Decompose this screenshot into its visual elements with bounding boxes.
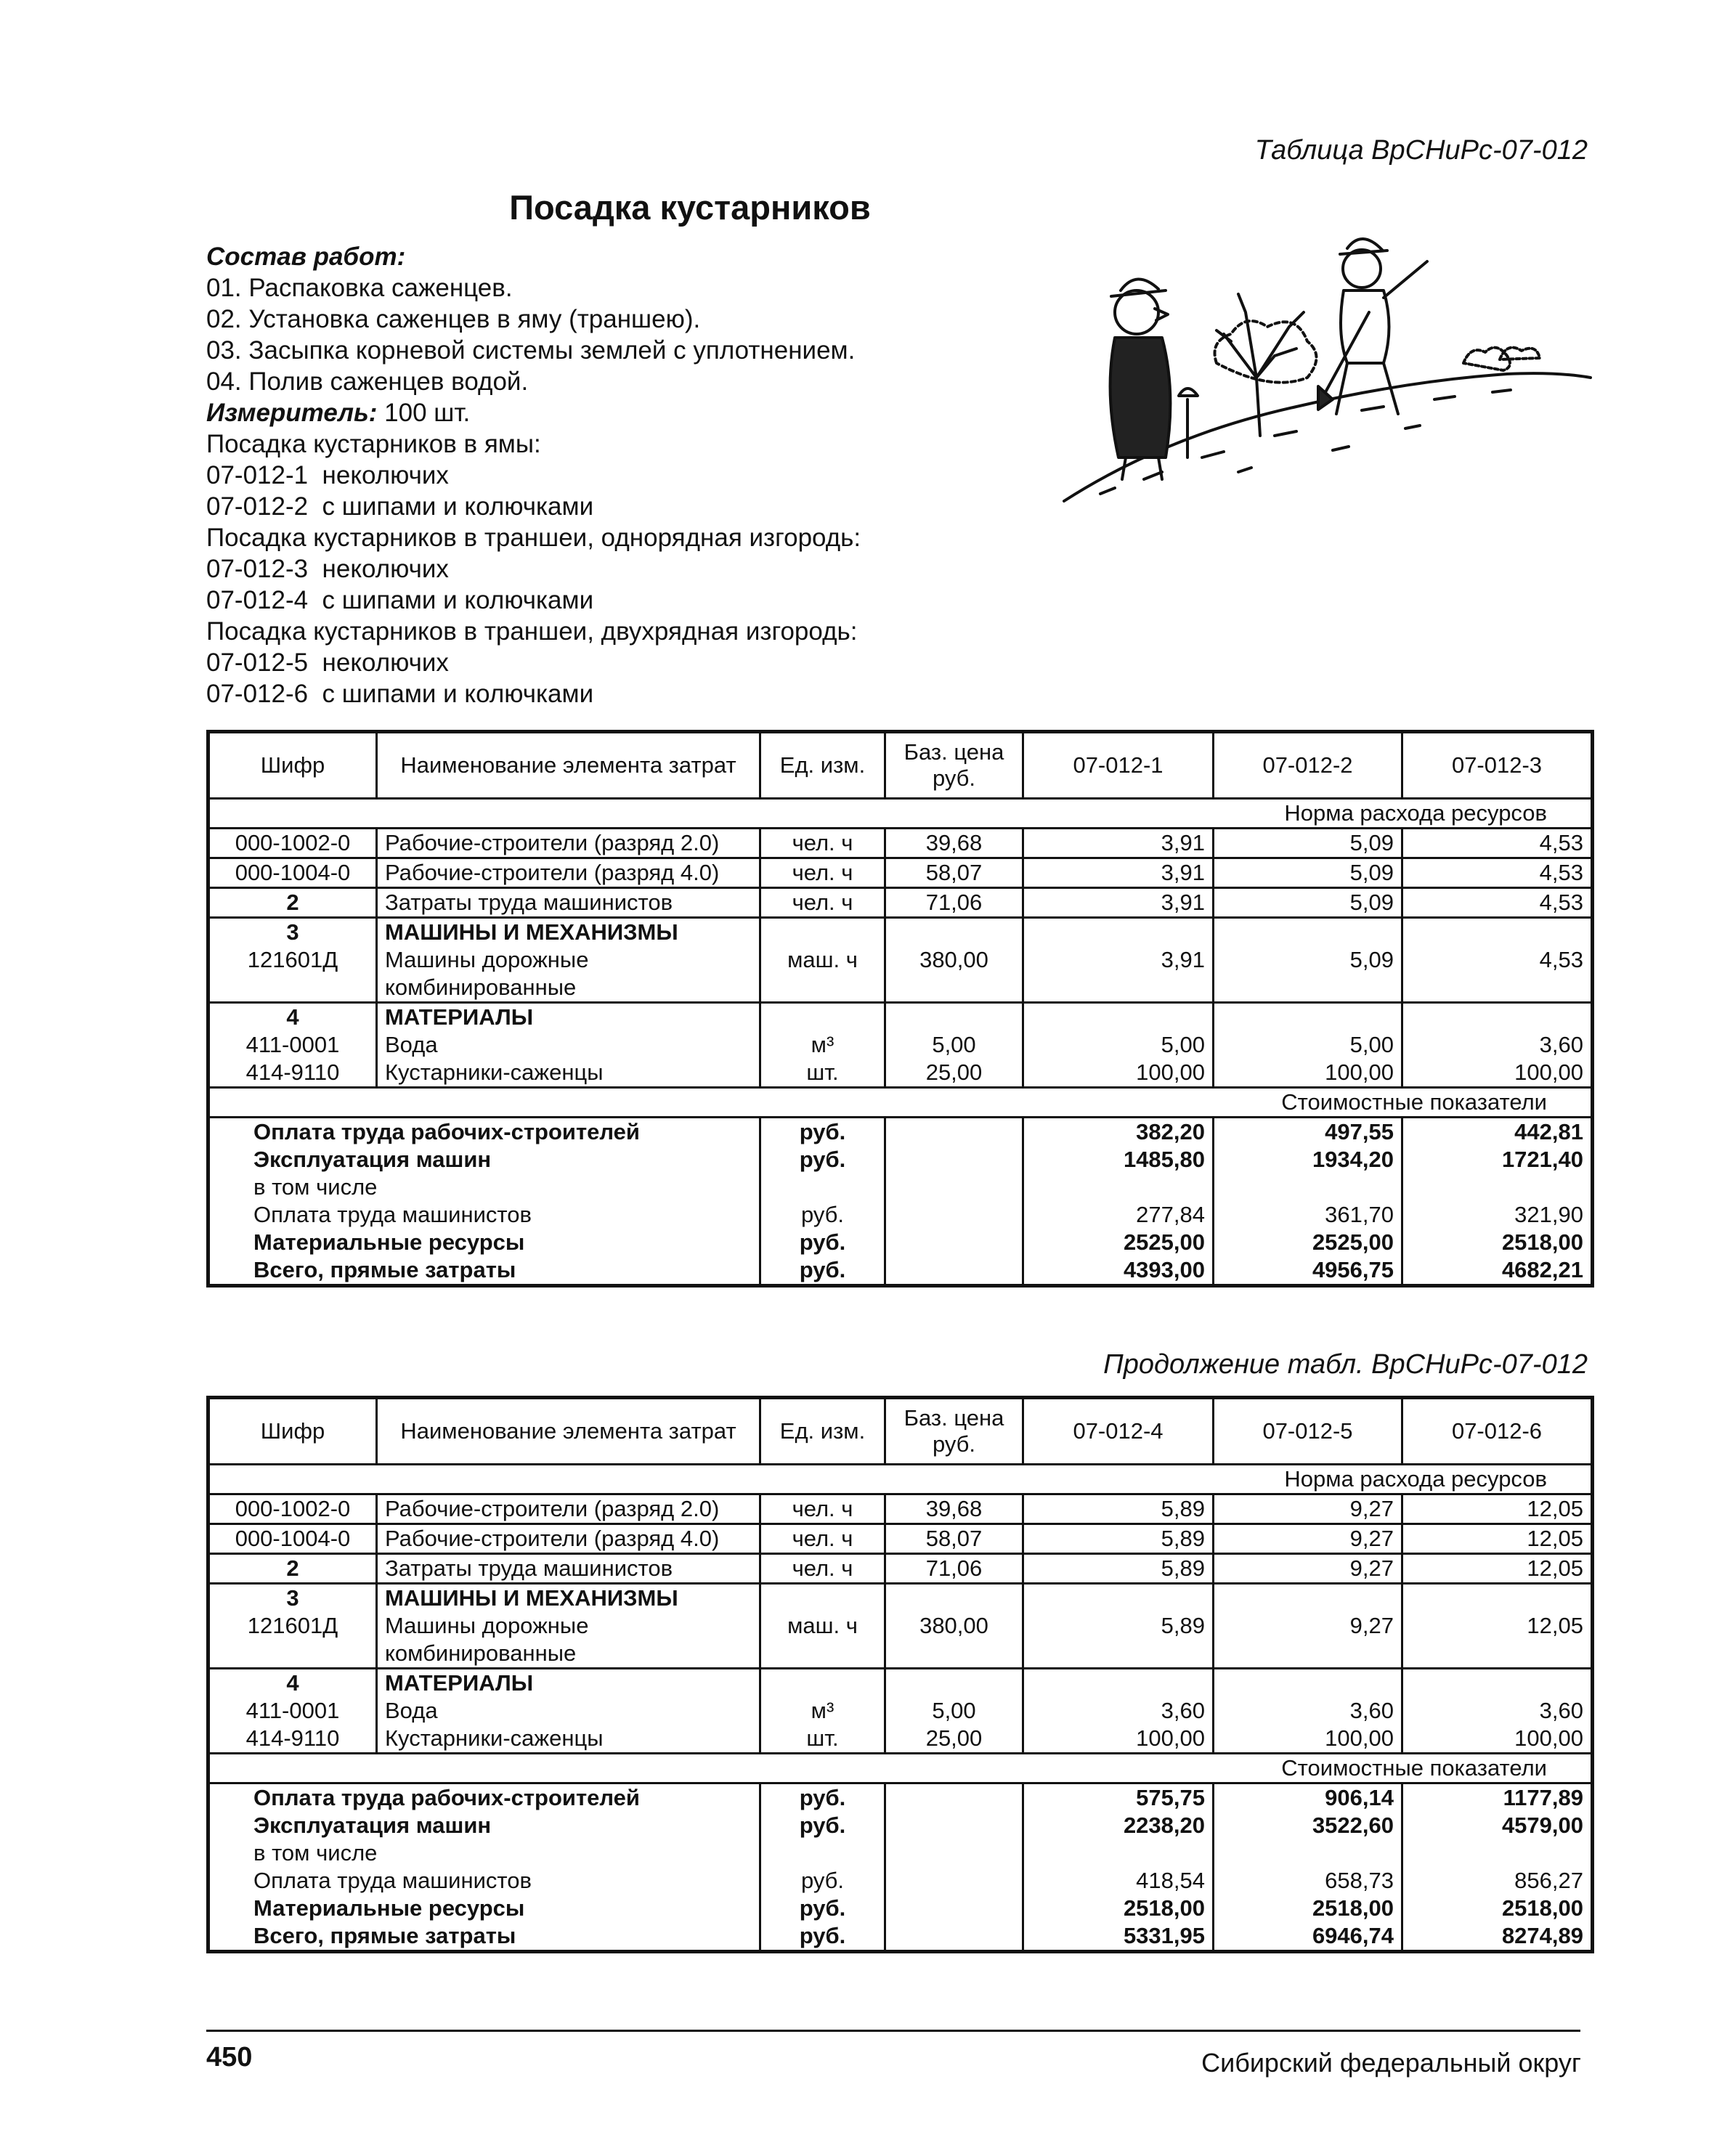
- variant-line: Посадка кустарников в ямы:: [206, 430, 541, 458]
- cell-name: Затраты труда машинистов: [377, 888, 760, 918]
- table-row: [208, 1494, 1593, 1524]
- unit-value: руб.: [799, 1923, 846, 1948]
- value: 497,55: [1325, 1119, 1394, 1144]
- cell-unit: маш. ч: [760, 1584, 885, 1669]
- cell-value: [1023, 1003, 1214, 1088]
- variant-line: 07-012-6 с шипами и колючками: [206, 680, 594, 708]
- table-id: Таблица ВрСНиРс-07-012: [1254, 135, 1588, 166]
- value: 100,00: [1514, 1725, 1583, 1751]
- resource-code: 411-0001: [245, 1698, 340, 1723]
- value: 3,60: [1539, 1698, 1583, 1723]
- cell-value: 5,09: [1214, 858, 1402, 888]
- variant-line: 07-012-3 неколючих: [206, 555, 449, 583]
- cost-name: в том числе: [253, 1174, 378, 1200]
- cost-units: [760, 1118, 885, 1286]
- value: 575,75: [1136, 1785, 1205, 1810]
- resource-code: 121601Д: [247, 947, 338, 972]
- value: 658,73: [1325, 1868, 1394, 1893]
- cell-price: 58,07: [885, 858, 1023, 888]
- cell-name: [377, 1669, 760, 1754]
- header-col: 07-012-6: [1402, 1398, 1593, 1465]
- group-title: МАШИНЫ И МЕХАНИЗМЫ: [385, 1585, 678, 1611]
- cell-value: 12,05: [1402, 1494, 1593, 1524]
- value: 8274,89: [1501, 1923, 1583, 1948]
- table-row: [208, 1524, 1593, 1554]
- value: 4393,00: [1123, 1257, 1205, 1282]
- unit-value: м³: [811, 1032, 834, 1057]
- table-header: [208, 1398, 1593, 1465]
- cell-value: 9,27: [1214, 1524, 1402, 1554]
- cost-name: Материальные ресурсы: [253, 1229, 525, 1255]
- value: 3522,60: [1312, 1813, 1394, 1838]
- value: 6946,74: [1312, 1923, 1394, 1948]
- cell-value: 4,53: [1402, 858, 1593, 888]
- cell-value: 3,91: [1023, 829, 1214, 858]
- work-step: 04. Полив саженцев водой.: [206, 367, 529, 396]
- resource-name: комбинированные: [385, 975, 577, 1000]
- cell-name: Рабочие-строители (разряд 2.0): [377, 829, 760, 858]
- cell-value: 9,27: [1214, 1554, 1402, 1584]
- value: 2238,20: [1123, 1813, 1205, 1838]
- value: 4682,21: [1501, 1257, 1583, 1282]
- value: 100,00: [1136, 1059, 1205, 1085]
- header-price: Баз. цена руб.: [885, 732, 1023, 799]
- page-title: Посадка кустарников: [509, 188, 871, 227]
- header-name: Наименование элемента затрат: [377, 732, 760, 799]
- cell-name: Затраты труда машинистов: [377, 1554, 760, 1584]
- cell-unit: чел. ч: [760, 858, 885, 888]
- cell-value: 5,09: [1214, 829, 1402, 858]
- resource-name: Машины дорожные: [385, 1613, 589, 1638]
- group-title: МАТЕРИАЛЫ: [385, 1004, 534, 1030]
- value: 906,14: [1325, 1785, 1394, 1810]
- work-description: [206, 241, 1078, 709]
- cost-name: Оплата труда рабочих-строителей: [253, 1785, 640, 1810]
- measure-label: Измеритель:: [206, 399, 378, 427]
- value: 1721,40: [1501, 1147, 1583, 1172]
- unit-value: руб.: [799, 1813, 846, 1838]
- cost-values: [1214, 1783, 1402, 1952]
- value: 2518,00: [1123, 1895, 1205, 1921]
- resource-code: 414-9110: [245, 1059, 340, 1085]
- value: 2525,00: [1312, 1229, 1394, 1255]
- cell-value: [1214, 1003, 1402, 1088]
- cell-value: 4,53: [1402, 829, 1593, 858]
- resource-code: 414-9110: [245, 1725, 340, 1751]
- variant-line: 07-012-2 с шипами и колючками: [206, 492, 594, 521]
- cost-name: Всего, прямые затраты: [253, 1257, 516, 1282]
- value: 3,60: [1539, 1032, 1583, 1057]
- section-norm-row: [208, 1465, 1593, 1494]
- cell-unit: [760, 1003, 885, 1088]
- resource-name: Машины дорожные: [385, 947, 589, 972]
- value: 4956,75: [1312, 1257, 1394, 1282]
- unit-value: руб.: [800, 1868, 845, 1893]
- cell-name: Рабочие-строители (разряд 4.0): [377, 1524, 760, 1554]
- cell-code: 000-1004-0: [208, 858, 377, 888]
- unit-value: руб.: [799, 1257, 846, 1282]
- cell-code: 000-1004-0: [208, 1524, 377, 1554]
- header-code: Шифр: [208, 732, 377, 799]
- section-norm: Норма расхода ресурсов: [208, 1465, 1593, 1494]
- value: 856,27: [1514, 1868, 1583, 1893]
- variant-line: Посадка кустарников в траншеи, двухрядная изгородь:: [206, 617, 858, 646]
- cell-price: 39,68: [885, 829, 1023, 858]
- value: 2518,00: [1501, 1895, 1583, 1921]
- value: 5,00: [1349, 1032, 1394, 1057]
- resource-code: 121601Д: [247, 1613, 338, 1638]
- variant-line: Посадка кустарников в траншеи, однорядная изгородь:: [206, 524, 861, 552]
- cost-block: [208, 1783, 1593, 1952]
- value: 442,81: [1514, 1119, 1583, 1144]
- cell-value: [1023, 1669, 1214, 1754]
- header-price: Баз. цена руб.: [885, 1398, 1023, 1465]
- cell-unit: чел. ч: [760, 829, 885, 858]
- value: 100,00: [1325, 1725, 1394, 1751]
- cell-value: 5,89: [1023, 1554, 1214, 1584]
- price-value: 5,00: [932, 1032, 976, 1057]
- value: 382,20: [1136, 1119, 1205, 1144]
- value: 5331,95: [1123, 1923, 1205, 1948]
- cost-name: Оплата труда рабочих-строителей: [253, 1119, 640, 1144]
- value: 5,00: [1161, 1032, 1205, 1057]
- value: 1485,80: [1123, 1147, 1205, 1172]
- group-title: МАШИНЫ И МЕХАНИЗМЫ: [385, 919, 678, 945]
- section-cost: Стоимостные показатели: [208, 1754, 1593, 1783]
- value: 361,70: [1325, 1202, 1394, 1227]
- value: 2525,00: [1123, 1229, 1205, 1255]
- header-code: Шифр: [208, 1398, 377, 1465]
- value: 100,00: [1325, 1059, 1394, 1085]
- value: 277,84: [1136, 1202, 1205, 1227]
- cell-name: [377, 1003, 760, 1088]
- cost-values: [1402, 1118, 1593, 1286]
- cell-value: 4,53: [1402, 918, 1593, 1003]
- gardeners-illustration: [1057, 218, 1594, 508]
- resource-name: Кустарники-саженцы: [385, 1725, 604, 1751]
- continuation-label: Продолжение табл. ВрСНиРс-07-012: [1103, 1349, 1588, 1380]
- cost-values: [1023, 1783, 1214, 1952]
- header-col: 07-012-1: [1023, 732, 1214, 799]
- resource-name: Вода: [385, 1698, 438, 1723]
- cost-names: [208, 1118, 760, 1286]
- cell-value: 5,09: [1214, 888, 1402, 918]
- cost-name: Оплата труда машинистов: [253, 1868, 532, 1893]
- cell-value: 5,89: [1023, 1494, 1214, 1524]
- cell-code: [208, 918, 377, 1003]
- cost-names: [208, 1783, 760, 1952]
- unit-value: шт.: [806, 1059, 839, 1085]
- cell-code: 2: [208, 1554, 377, 1584]
- cell-price: 380,00: [885, 1584, 1023, 1669]
- measure-line: [206, 397, 1078, 428]
- cell-value: 12,05: [1402, 1524, 1593, 1554]
- cell-name: Рабочие-строители (разряд 2.0): [377, 1494, 760, 1524]
- value: 3,60: [1161, 1698, 1205, 1723]
- cell-name: [377, 918, 760, 1003]
- cell-code: 2: [208, 888, 377, 918]
- value: 3,60: [1349, 1698, 1394, 1723]
- cell-unit: маш. ч: [760, 918, 885, 1003]
- variant-line: 07-012-4 с шипами и колючками: [206, 586, 594, 614]
- table-row: [208, 829, 1593, 858]
- table-header: [208, 732, 1593, 799]
- cell-price: 71,06: [885, 1554, 1023, 1584]
- cell-price: 39,68: [885, 1494, 1023, 1524]
- cell-price: 380,00: [885, 918, 1023, 1003]
- cost-values: [1402, 1783, 1593, 1952]
- value: 4579,00: [1501, 1813, 1583, 1838]
- cost-block: [208, 1118, 1593, 1286]
- group-number: 3: [286, 1585, 299, 1611]
- resource-name: Кустарники-саженцы: [385, 1059, 604, 1085]
- resource-code: 411-0001: [245, 1032, 340, 1057]
- cost-values: [1214, 1118, 1402, 1286]
- group-number: 4: [286, 1670, 299, 1696]
- resource-name: Вода: [385, 1032, 438, 1057]
- cell-name: [377, 1584, 760, 1669]
- value: 2518,00: [1501, 1229, 1583, 1255]
- group-number: 4: [286, 1004, 299, 1030]
- table-row: [208, 1003, 1593, 1088]
- cell-code: [208, 1003, 377, 1088]
- price-value: 5,00: [932, 1698, 976, 1723]
- page-number: 450: [206, 2042, 253, 2072]
- cost-units: [760, 1783, 885, 1952]
- cost-name: в том числе: [253, 1840, 378, 1866]
- cell-name: Рабочие-строители (разряд 4.0): [377, 858, 760, 888]
- price-value: 25,00: [925, 1059, 983, 1085]
- value: 100,00: [1514, 1059, 1583, 1085]
- cost-price-empty: [885, 1118, 1023, 1286]
- cell-price: 71,06: [885, 888, 1023, 918]
- table-row: [208, 1554, 1593, 1584]
- cell-value: [1214, 1669, 1402, 1754]
- cell-code: 000-1002-0: [208, 1494, 377, 1524]
- cell-code: 000-1002-0: [208, 829, 377, 858]
- variant-line: 07-012-5 неколючих: [206, 648, 449, 677]
- cell-value: 4,53: [1402, 888, 1593, 918]
- resource-table-2: [206, 1396, 1594, 1953]
- cell-value: 9,27: [1214, 1584, 1402, 1669]
- resource-name: комбинированные: [385, 1640, 577, 1666]
- cell-unit: чел. ч: [760, 1494, 885, 1524]
- cell-price: [885, 1003, 1023, 1088]
- table-row: [208, 1669, 1593, 1754]
- table-row: [208, 858, 1593, 888]
- value: 321,90: [1514, 1202, 1583, 1227]
- cell-value: 3,91: [1023, 918, 1214, 1003]
- unit-value: руб.: [800, 1202, 845, 1227]
- section-cost-row: [208, 1754, 1593, 1783]
- cell-unit: чел. ч: [760, 888, 885, 918]
- unit-value: руб.: [799, 1895, 846, 1921]
- value: 1177,89: [1503, 1785, 1583, 1810]
- cell-value: 12,05: [1402, 1554, 1593, 1584]
- section-cost-row: [208, 1088, 1593, 1118]
- cell-code: [208, 1584, 377, 1669]
- measure-value: 100 шт.: [377, 399, 471, 427]
- value: 1934,20: [1312, 1147, 1394, 1172]
- value: 2518,00: [1312, 1895, 1394, 1921]
- unit-value: руб.: [799, 1119, 846, 1144]
- cell-value: 3,91: [1023, 888, 1214, 918]
- cell-price: 58,07: [885, 1524, 1023, 1554]
- cost-price-empty: [885, 1783, 1023, 1952]
- table-row: [208, 888, 1593, 918]
- cell-value: 5,09: [1214, 918, 1402, 1003]
- header-col: 07-012-5: [1214, 1398, 1402, 1465]
- cost-name: Всего, прямые затраты: [253, 1923, 516, 1948]
- region-label: Сибирский федеральный округ: [1201, 2048, 1581, 2078]
- cell-value: 5,89: [1023, 1584, 1214, 1669]
- footer-divider: [206, 2030, 1580, 2032]
- unit-value: руб.: [799, 1229, 846, 1255]
- header-name: Наименование элемента затрат: [377, 1398, 760, 1465]
- work-step: 02. Установка саженцев в яму (траншею).: [206, 305, 701, 333]
- cell-code: [208, 1669, 377, 1754]
- composition-label: Состав работ:: [206, 243, 406, 271]
- cell-unit: [760, 1669, 885, 1754]
- cost-name: Эксплуатация машин: [253, 1813, 492, 1838]
- value: 418,54: [1136, 1868, 1205, 1893]
- cell-value: 3,91: [1023, 858, 1214, 888]
- cell-value: 9,27: [1214, 1494, 1402, 1524]
- unit-value: руб.: [799, 1785, 846, 1810]
- unit-value: руб.: [799, 1147, 846, 1172]
- cell-value: [1402, 1669, 1593, 1754]
- cell-price: [885, 1669, 1023, 1754]
- table-row: [208, 1584, 1593, 1669]
- unit-value: шт.: [806, 1725, 839, 1751]
- header-unit: Ед. изм.: [760, 732, 885, 799]
- variant-line: 07-012-1 неколючих: [206, 461, 449, 489]
- price-value: 25,00: [925, 1725, 983, 1751]
- group-number: 3: [286, 919, 299, 945]
- cell-value: 12,05: [1402, 1584, 1593, 1669]
- header-col: 07-012-2: [1214, 732, 1402, 799]
- header-unit: Ед. изм.: [760, 1398, 885, 1465]
- section-cost: Стоимостные показатели: [208, 1088, 1593, 1118]
- header-col: 07-012-4: [1023, 1398, 1214, 1465]
- unit-value: м³: [811, 1698, 834, 1723]
- header-col: 07-012-3: [1402, 732, 1593, 799]
- cell-unit: чел. ч: [760, 1524, 885, 1554]
- cell-value: 5,89: [1023, 1524, 1214, 1554]
- cell-value: [1402, 1003, 1593, 1088]
- value: 100,00: [1136, 1725, 1205, 1751]
- cost-name: Материальные ресурсы: [253, 1895, 525, 1921]
- work-step: 03. Засыпка корневой системы землей с уплотнением.: [206, 336, 856, 365]
- table-row: [208, 918, 1593, 1003]
- section-norm-row: [208, 799, 1593, 829]
- cell-unit: чел. ч: [760, 1554, 885, 1584]
- resource-table-1: [206, 730, 1594, 1288]
- cost-name: Оплата труда машинистов: [253, 1202, 532, 1227]
- work-step: 01. Распаковка саженцев.: [206, 274, 513, 302]
- cost-name: Эксплуатация машин: [253, 1147, 492, 1172]
- section-norm: Норма расхода ресурсов: [208, 799, 1593, 829]
- group-title: МАТЕРИАЛЫ: [385, 1670, 534, 1696]
- cost-values: [1023, 1118, 1214, 1286]
